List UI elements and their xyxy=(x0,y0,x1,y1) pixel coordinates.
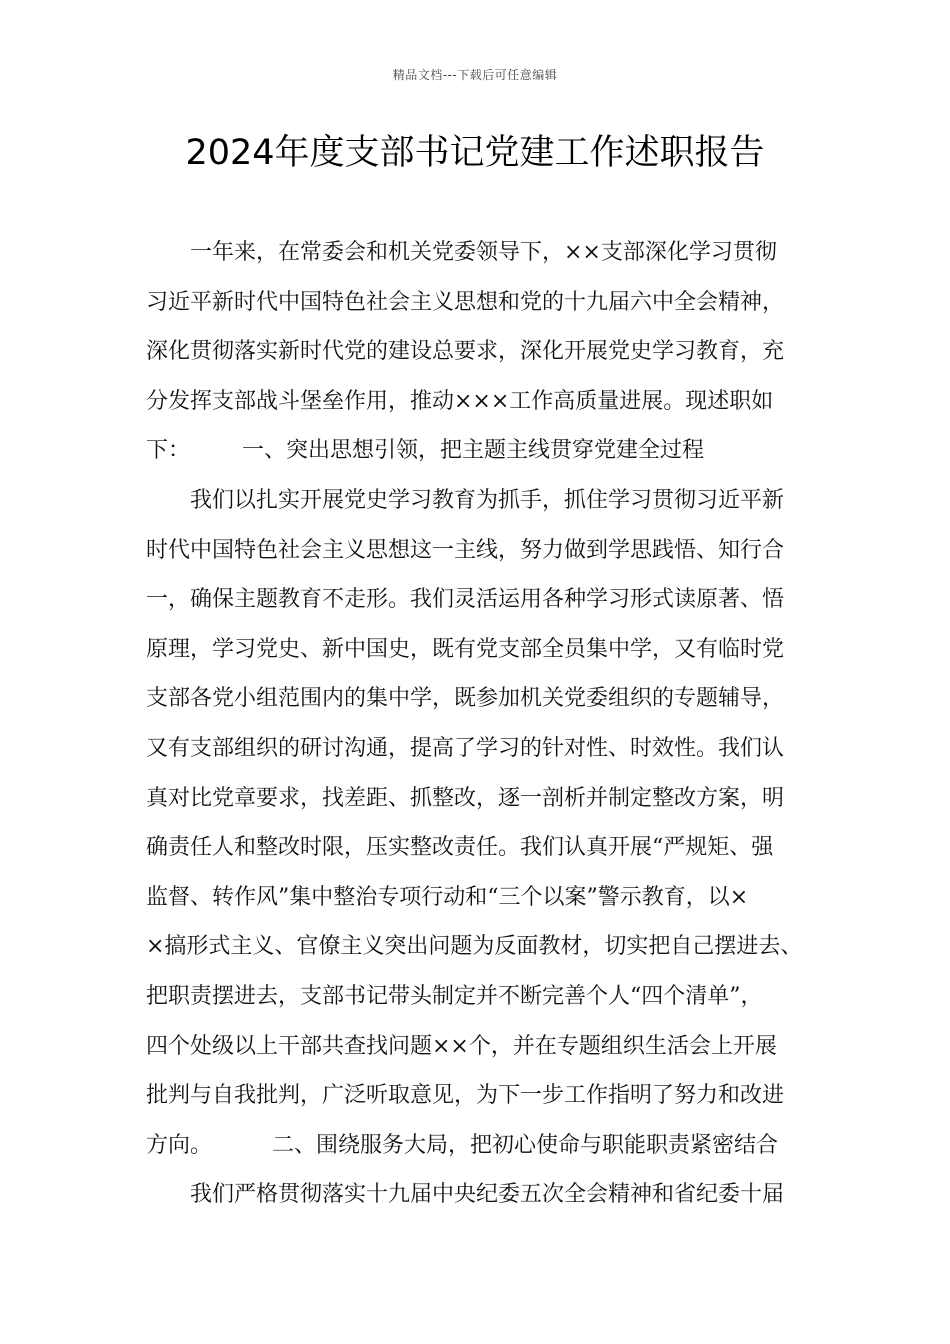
line-text: 支部各党小组范围内的集中学，既参加机关党委组织的专题辅导， xyxy=(146,686,785,712)
line-text: ×搞形式主义、官僚主义突出问题为反面教材，切实把自己摆进去、 xyxy=(146,934,803,960)
line-text: 分发挥支部战斗堡垒作用，推动×××工作高质量进展。现述职如 xyxy=(146,388,774,414)
line-text: 真对比党章要求，找差距、抓整改，逐一剖析并制定整改方案，明 xyxy=(146,785,785,811)
text-line xyxy=(146,1121,826,1171)
line-text: 时代中国特色社会主义思想这一主线，努力做到学思践悟、知行合 xyxy=(146,537,785,563)
line-text: 监督、转作风”集中整治专项行动和“三个以案”警示教育，以× xyxy=(146,884,749,910)
text-line xyxy=(146,575,826,625)
text-line xyxy=(146,1071,826,1121)
text-line xyxy=(146,1170,826,1220)
line-text: 一年来，在常委会和机关党委领导下，××支部深化学习贯彻 xyxy=(190,240,777,265)
line-text: 习近平新时代中国特色社会主义思想和党的十九届六中全会精神， xyxy=(146,289,785,315)
text-line xyxy=(146,377,826,427)
line-text: 原理，学习党史、新中国史，既有党支部全员集中学，又有临时党 xyxy=(146,636,785,662)
document-title: 2024年度支部书记党建工作述职报告 xyxy=(185,133,765,173)
line-text: 一，确保主题教育不走形。我们灵活运用各种学习形式读原著、悟 xyxy=(146,587,785,613)
line-text: 方向。 xyxy=(146,1132,213,1158)
line-text: 批判与自我批判，广泛听取意见，为下一步工作指明了努力和改进 xyxy=(146,1083,785,1109)
text-line xyxy=(146,873,826,923)
text-line xyxy=(146,476,826,526)
text-line xyxy=(146,426,826,476)
header-note: 精品文档---下载后可任意编辑 xyxy=(392,68,558,82)
text-line xyxy=(146,278,826,328)
text-line xyxy=(146,674,826,724)
line-text: 深化贯彻落实新时代党的建设总要求，深化开展党史学习教育，充 xyxy=(146,339,785,365)
document-body xyxy=(146,228,826,1220)
line-text: 下： xyxy=(146,438,191,464)
text-line xyxy=(146,724,826,774)
line-text: 我们以扎实开展党史学习教育为抓手，抓住学习贯彻习近平新 xyxy=(190,487,785,513)
text-line xyxy=(146,228,826,278)
line-text: 确责任人和整改时限，压实整改责任。我们认真开展“严规矩、强 xyxy=(146,835,774,861)
text-line xyxy=(146,972,826,1022)
section-heading: 二、围绕服务大局，把初心使命与职能职责紧密结合 xyxy=(272,1132,779,1158)
text-line xyxy=(146,774,826,824)
section-heading: 一、突出思想引领，把主题主线贯穿党建全过程 xyxy=(242,438,705,464)
line-text: 我们严格贯彻落实十九届中央纪委五次全会精神和省纪委十届 xyxy=(190,1182,785,1208)
text-line xyxy=(146,327,826,377)
text-line xyxy=(146,823,826,873)
text-line xyxy=(146,625,826,675)
line-text: 又有支部组织的研讨沟通，提高了学习的针对性、时效性。我们认 xyxy=(146,735,785,761)
text-line xyxy=(146,922,826,972)
line-text: 把职责摆进去，支部书记带头制定并不断完善个人“四个清单”， xyxy=(146,983,763,1009)
line-text: 四个处级以上干部共查找问题××个，并在专题组织生活会上开展 xyxy=(146,1033,777,1059)
text-line xyxy=(146,1022,826,1072)
text-line xyxy=(146,526,826,576)
